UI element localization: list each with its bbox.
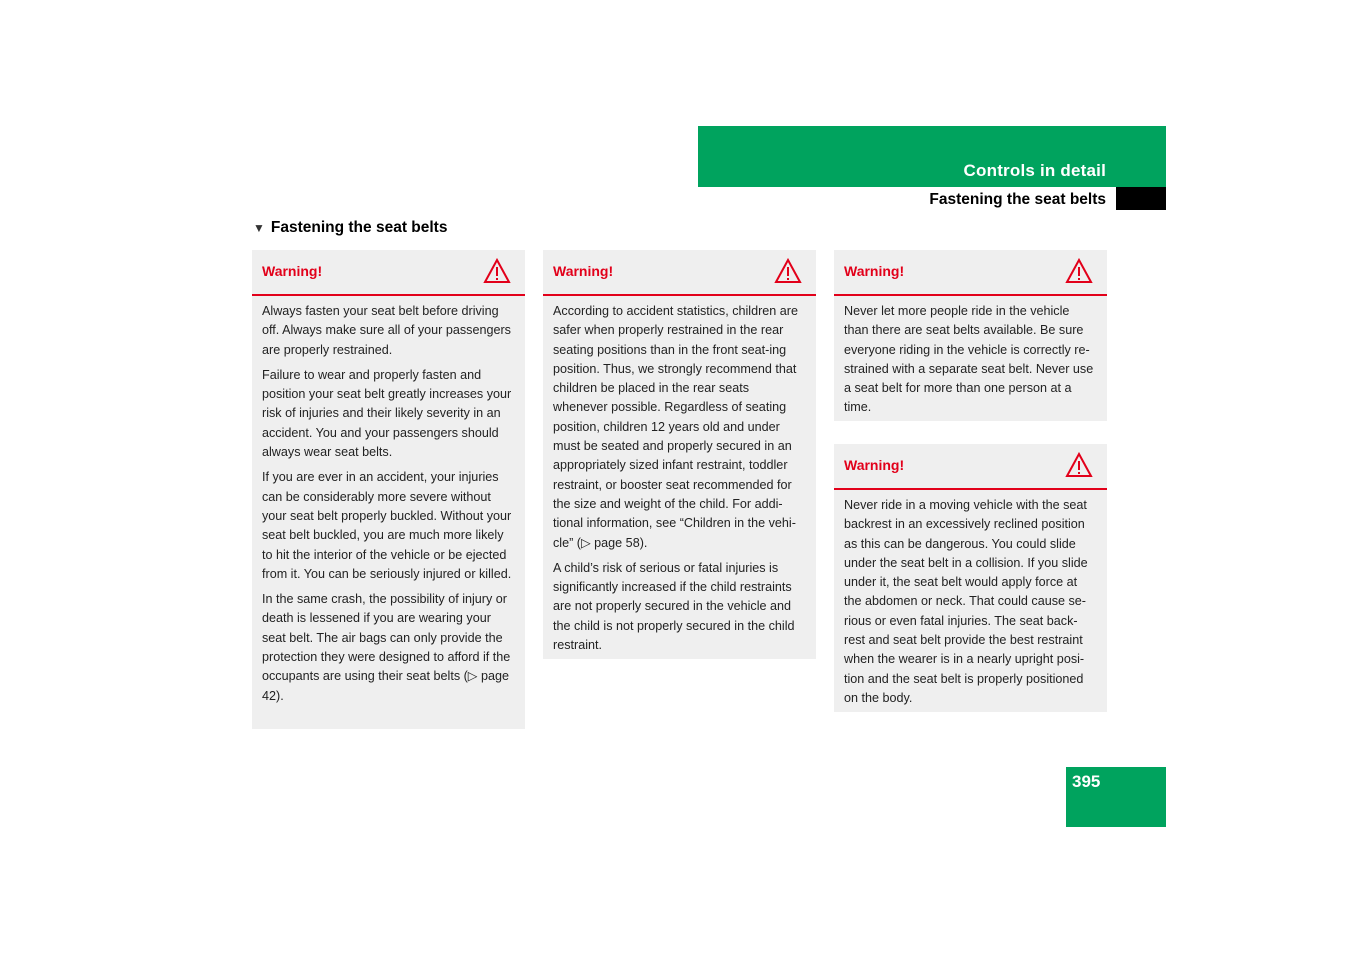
warning-paragraph: Always fasten your seat belt before driving off. Always make sure all of your passengers are properly restrained.: [262, 304, 511, 357]
warning-title: Warning!: [553, 263, 614, 279]
warning-paragraph: Failure to wear and properly fasten and position your seat belt greatly increases your risk of injuries and their likely severity in an accident. You and your passengers should always wear seat belts.: [262, 367, 512, 460]
page-heading: [253, 219, 447, 237]
warning-paragraph: A child’s risk of serious or fatal injuries is significantly increased if the child restraints are not properly secured in the vehicle and the child is not properly secured in the child restraint.: [553, 560, 795, 653]
warning-triangle-icon: [483, 258, 511, 284]
warning-box-seatbelt: [252, 250, 525, 729]
section-marker: [1116, 187, 1166, 210]
page-heading-text: Fastening the seat belts: [270, 219, 448, 236]
triangle-bullet-icon: ▼: [253, 221, 265, 235]
warning-header: [252, 250, 525, 296]
warning-paragraph: Never let more people ride in the vehicle than there are seat belts available. Be sure everyone riding in the vehicle is correctly re-strained with a separate seat belt. Never use a seat belt for more than one person at a time.: [844, 304, 1094, 415]
warning-triangle-icon: [774, 258, 802, 284]
warning-body: [252, 296, 525, 712]
section-title: Fastening the seat belts: [929, 191, 1106, 208]
warning-triangle-icon: [1065, 452, 1093, 478]
warning-paragraph: According to accident statistics, children are safer when properly restrained in the rear seating positions than in the front seat-ing position. Thus, we strongly recommend that children be placed in the rear seats whenever possible. Regardless of seating position, children 12 years old and under must be seated and properly secured in an appropriately sized infant restraint, toddler restraint, or booster seat recommended for the size and weight of the child. For addi-tional information, see “Children in the vehi-cle” (▷ page 58).: [553, 304, 798, 550]
warning-header: [543, 250, 816, 296]
warning-paragraph: If you are ever in an accident, your injuries can be considerably more severe without your seat belt properly buckled. Without your seat belt buckled, you are much more likely to hit the interior of the vehicle or be ejected from it. You can be seriously injured or killed.: [262, 470, 512, 581]
warning-box-reclined: [834, 444, 1107, 712]
section-header: [698, 187, 1166, 211]
warning-paragraph: In the same crash, the possibility of injury or death is lessened if you are wearing your seat belt. The air bags can only provide the protection they were designed to afford if the occupants are using their seat belts (▷ page 42).: [262, 592, 511, 703]
warning-triangle-icon: [1065, 258, 1093, 284]
warning-header: [834, 250, 1107, 296]
warning-header: [834, 444, 1107, 490]
warning-title: Warning!: [844, 263, 905, 279]
warning-body: [834, 296, 1107, 424]
page-number-box: [1066, 767, 1166, 827]
warning-box-occupancy: [834, 250, 1107, 421]
page-number: 395: [1072, 772, 1101, 791]
warning-body: [543, 296, 816, 661]
warning-body: [834, 490, 1107, 714]
chapter-header-band: [698, 126, 1166, 187]
warning-paragraph: Never ride in a moving vehicle with the seat backrest in an excessively reclined position as this can be dangerous. You could slide under the seat belt in a collision. If you slide under it, the seat belt would apply force at the abdomen or neck. That could cause se-rious or even fatal injuries. The seat back-rest and seat belt provide the best restraint when the wearer is in a nearly upright posi-tion and the seat belt is properly positioned on the body.: [844, 498, 1088, 705]
chapter-title: Controls in detail: [963, 161, 1106, 180]
warning-box-children: [543, 250, 816, 659]
warning-title: Warning!: [844, 457, 905, 473]
warning-title: Warning!: [262, 263, 323, 279]
